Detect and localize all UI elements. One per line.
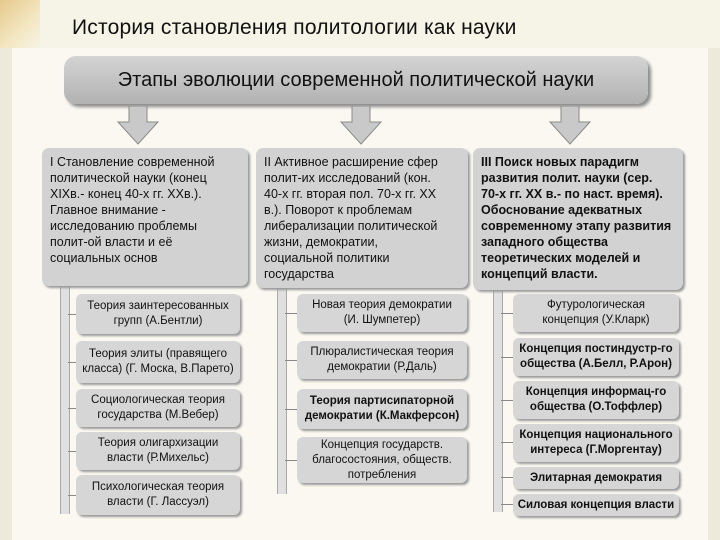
theory-line: благосостояния, обществ. [312,453,452,466]
theory-line: демократии (Р.Даль) [327,361,437,373]
connector-line [501,357,513,358]
column-1-spine [60,286,70,514]
connector-line [285,409,297,410]
theory-line: Социологическая теория [91,394,225,406]
stage-2-theory [297,341,467,379]
theory-line: общества (О.Тоффлер) [529,401,663,413]
header-line: социальных основ [50,251,158,265]
theory-line: Плюралистическая теория [310,346,454,358]
theory-line: Концепция государств. [320,438,444,451]
header-line: современному этапу развития [481,219,672,233]
connector-line [68,362,76,363]
theory-line: Психологическая теория [91,481,225,493]
header-line: в.). Поворот к проблемам [264,203,413,217]
connector-line [285,360,297,361]
header-line: XIXв.- конец 40-х гг. XXв.). [50,187,202,201]
stage-1-theory [76,432,240,470]
theory-line: потребления [347,468,417,481]
arrow-down-icon [548,106,592,146]
theory-line: государства (М.Вебер) [97,409,219,421]
header-line: 40-х гг. вторая пол. 70-х гг. XX [264,187,437,201]
header-line: 70-х гг. XX в.- по наст. время). [481,187,663,201]
connector-line [501,442,513,443]
header-line: исследованию проблемы [50,219,197,233]
theory-line: Концепция постиндустр-го [519,343,673,355]
arrow-down-icon [116,106,160,146]
connector-line [68,451,76,452]
theory-line: Элитарная демократия [529,471,663,484]
slide-title: История становления политологии как науки [72,16,517,39]
stage-1-header [42,148,248,286]
theory-line: власти (Р.Михельс) [106,452,210,464]
theory-line: Теория партисипаторной [309,395,455,407]
stage-3-theory [513,424,679,462]
header-line: теоретических моделей и [481,251,641,265]
connector-line [501,504,513,505]
header-line: Обоснование адекватных [481,203,643,217]
column-3-spine [493,290,503,512]
connector-line [285,460,297,461]
connector-line [68,408,76,409]
theory-line: групп (А.Бентли) [113,315,203,327]
arrow-down-icon [339,106,383,146]
theory-line: Концепция информац-го [525,386,667,398]
stage-1-theory [76,389,240,427]
theory-line: концепция (У.Кларк) [542,314,650,326]
stage-2-theory [297,389,467,429]
header-line: социальной политики [264,251,390,265]
stage-3-theory [513,294,679,332]
connector-line [68,314,76,315]
theory-line: Теория элиты (правящего [88,348,227,360]
stage-3-header [473,148,683,290]
header-line: Главное внимание - [50,203,166,217]
stage-1-theory [76,341,240,383]
header-line: концепций власти. [481,267,598,281]
connector-line [501,313,513,314]
theory-line: демократии (К.Макферсон) [304,410,460,422]
stage-2-theory [297,294,467,332]
diagram-banner: Этапы эволюции современной политической науки [64,56,648,104]
stage-1-theory [76,475,240,515]
theory-line: (И. Шумпетер) [343,314,421,326]
corner-decoration [0,0,40,48]
theory-line: Футурологическая [547,299,645,311]
theory-line: интереса (Г.Моргентау) [530,444,662,456]
theory-line: Теория заинтересованных [87,300,229,312]
theory-line: класса) (Г. Моска, В.Парето) [82,363,234,375]
left-frame-strip [0,48,12,540]
stage-2-theory [297,437,467,483]
stage-2-header [256,148,468,288]
theory-line: Теория олигархизации [97,437,219,449]
stage-3-theory [513,494,679,516]
connector-line [68,495,76,496]
header-line: полит-ой власти и её [50,235,173,249]
header-line: I Становление современной [50,155,215,169]
header-line: III Поиск новых парадигм [481,155,640,169]
connector-line [501,400,513,401]
connector-line [501,477,513,478]
right-frame-strip [708,48,720,540]
stage-1-theory [76,294,240,334]
theory-line: Силовая концепция власти [517,498,675,511]
header-line: либерализации политической [264,219,438,233]
theory-line: власти (Г. Лассуэл) [107,496,209,508]
column-2-spine [277,288,287,494]
header-line: жизни, демократии, [264,235,378,249]
header-line: развития полит. науки (сер. [481,171,653,185]
stage-3-theory [513,467,679,489]
stage-3-theory [513,381,679,419]
theory-line: Новая теория демократии [312,299,452,311]
stage-3-theory [513,338,679,376]
header-line: политической науки (конец [50,171,207,185]
theory-line: общества (А.Белл, Р.Арон) [520,358,672,370]
header-line: западного общества [481,235,609,249]
header-line: II Активное расширение сфер [264,155,438,169]
header-line: полит-их исследований (кон. [264,171,431,185]
connector-line [285,313,297,314]
theory-line: Концепция национального [519,429,673,441]
header-line: государства [264,267,334,281]
